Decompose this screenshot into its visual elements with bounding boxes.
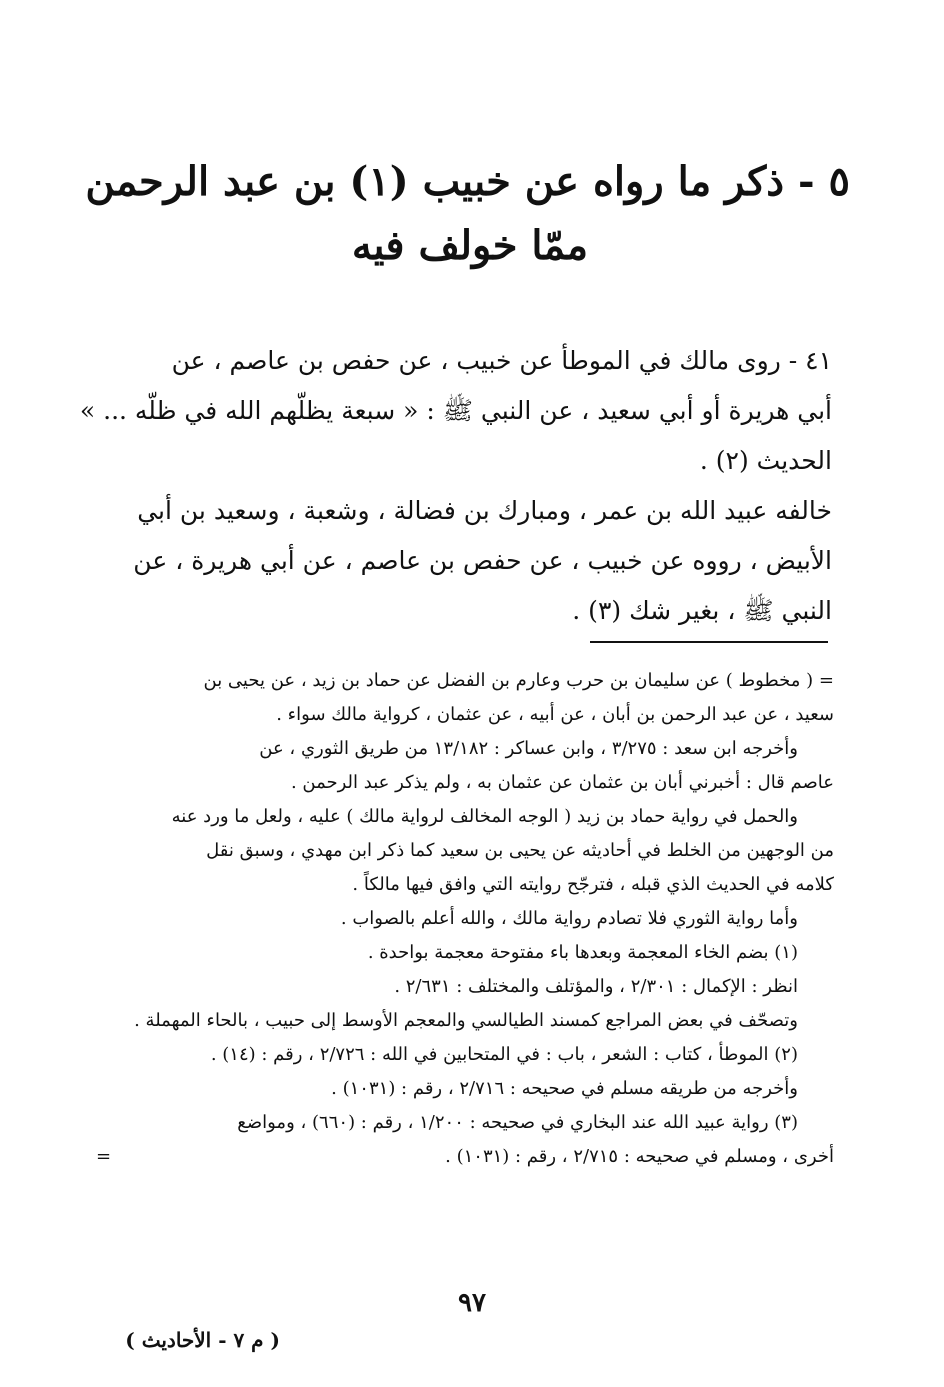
- footnote-line: [88, 1140, 834, 1174]
- paragraph-line: الحديث (٢) .: [699, 446, 832, 475]
- footnote-line: انظر : الإكمال : ٢/٣٠١ ، والمؤتلف والمختلف : ٢/٦٣١ .: [394, 976, 798, 997]
- footnote-line: وأخرجه ابن سعد : ٣/٢٧٥ ، وابن عساكر : ١٣/١٨٢ من طريق الثوري ، عن: [259, 738, 798, 759]
- footnote-1: (١) بضم الخاء المعجمة وبعدها باء مفتوحة معجمة بواحدة .: [367, 942, 798, 963]
- chapter-title-line-1: ٥ - ذكر ما رواه عن خبيب (١) بن عبد الرحمن: [85, 158, 850, 205]
- chapter-title-line-2: ممّا خولف فيه: [351, 222, 589, 269]
- footnote-line: كلامه في الحديث الذي قبله ، فترجّح روايته التي وافق فيها مالكاً .: [352, 874, 834, 895]
- footnote-line: وأخرجه من طريقه مسلم في صحيحه : ٢/٧١٦ ، رقم : (١٠٣١) .: [331, 1078, 798, 1099]
- footnotes: [88, 664, 834, 1174]
- printer-signature: ( م ٧ - الأحاديث ): [125, 1328, 280, 1352]
- variant-paragraph: [88, 486, 832, 636]
- footnote-2: (٢) الموطأ ، كتاب : الشعر ، باب : في المتحابين في الله : ٢/٧٢٦ ، رقم : (١٤) .: [210, 1044, 798, 1065]
- paragraph-line: خالفه عبيد الله بن عمر ، ومبارك بن فضالة ، وشعبة ، وسعيد بن أبي: [137, 496, 832, 525]
- footnote-line: عاصم قال : أخبرني أبان بن عثمان عن عثمان به ، ولم يذكر عبد الرحمن .: [290, 772, 834, 793]
- hadith-paragraph-41: [79, 336, 832, 486]
- footnote-line: وأما رواية الثوري فلا تصادم رواية مالك ، والله أعلم بالصواب .: [340, 908, 798, 929]
- footnote-line: والحمل في رواية حماد بن زيد ( الوجه المخالف لرواية مالك ) عليه ، ولعل ما ورد عنه: [171, 806, 798, 827]
- footnote-line: وتصحّف في بعض المراجع كمسند الطيالسي والمعجم الأوسط إلى حبيب ، بالحاء المهملة .: [134, 1010, 798, 1031]
- paragraph-line: الأبيض ، رووه عن خبيب ، عن حفص بن عاصم ، عن أبي هريرة ، عن: [133, 546, 832, 575]
- footnote-text: أخرى ، ومسلم في صحيحه : ٢/٧١٥ ، رقم : (١٠٣١) .: [445, 1146, 834, 1167]
- paragraph-line: أبي هريرة أو أبي سعيد ، عن النبي ﷺ : « سبعة يظلّهم الله في ظلّه ... »: [79, 396, 832, 425]
- chapter-title: [85, 150, 850, 278]
- paragraph-line: النبي ﷺ ، بغير شك (٣) .: [572, 596, 832, 625]
- continuation-mark: =: [96, 1146, 112, 1167]
- footnote-line: من الوجهين من الخلط في أحاديثه عن يحيى بن سعيد كما ذكر ابن مهدي ، وسبق نقل: [206, 840, 834, 861]
- footnote-separator: [590, 641, 828, 643]
- paragraph-line: ٤١ - روى مالك في الموطأ عن خبيب ، عن حفص بن عاصم ، عن: [171, 346, 832, 375]
- footnote-line: سعيد ، عن عبد الرحمن بن أبان ، عن أبيه ، عن عثمان ، كرواية مالك سواء .: [276, 704, 834, 725]
- footnote-3: (٣) رواية عبيد الله عند البخاري في صحيحه : ١/٢٠٠ ، رقم : (٦٦٠) ، ومواضع: [237, 1112, 798, 1133]
- page-number: ٩٧: [458, 1288, 486, 1318]
- footnote-line: = ( مخطوط ) عن سليمان بن حرب وعارم بن الفضل عن حماد بن زيد ، عن يحيى بن: [203, 670, 834, 691]
